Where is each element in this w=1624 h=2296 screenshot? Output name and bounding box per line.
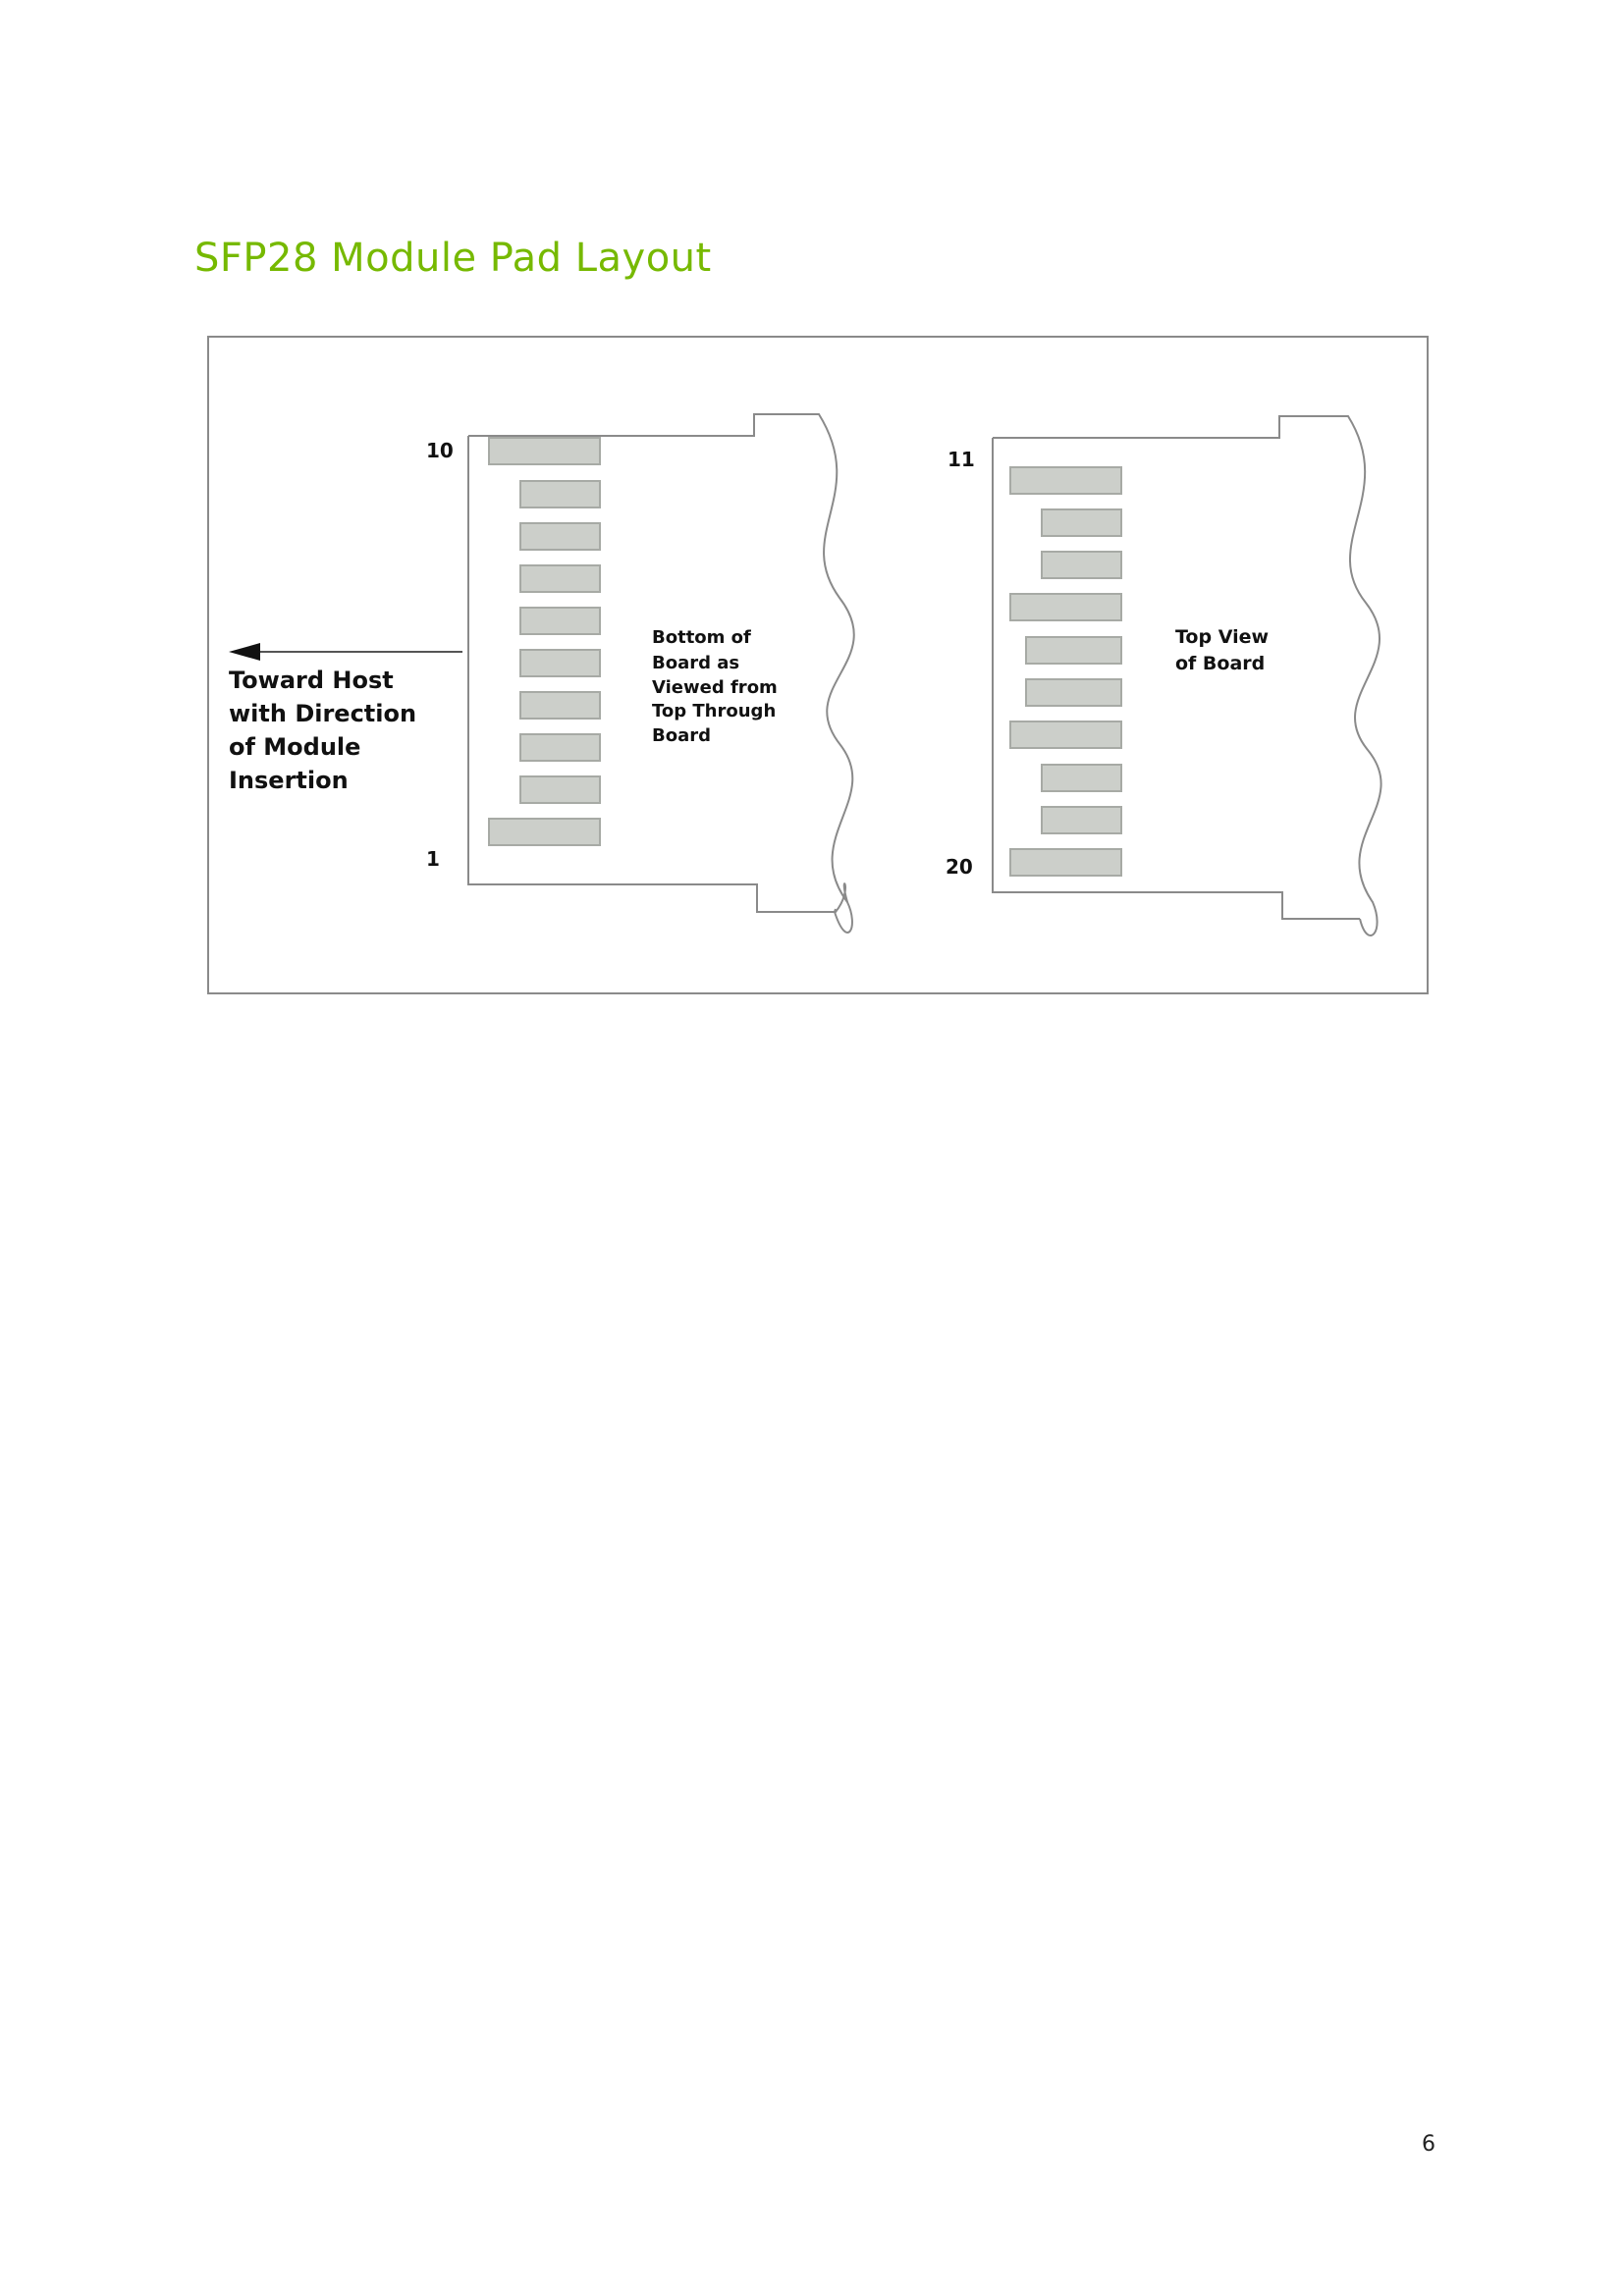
right-pad (1010, 721, 1121, 748)
pin-label-10: 10 (426, 439, 454, 462)
pin-label-11: 11 (947, 448, 975, 471)
left-pad (520, 481, 600, 507)
right-pad (1042, 765, 1121, 791)
host-label-line: Toward Host (229, 667, 394, 694)
insertion-direction-arrow (229, 643, 462, 661)
right-pad (1042, 509, 1121, 536)
page-number: 6 (1422, 2132, 1435, 2157)
left-pad (489, 819, 600, 845)
right-pad (1010, 849, 1121, 876)
right-pad (1026, 679, 1121, 706)
top-label-line: Top View (1175, 626, 1270, 648)
right-pad (1042, 807, 1121, 833)
left-pad (520, 692, 600, 719)
bottom-of-board-label (652, 627, 778, 746)
bottom-label-line: Bottom of (652, 627, 751, 648)
bottom-label-line: Board (652, 725, 711, 746)
host-label-line: of Module (229, 733, 361, 761)
left-pad (520, 523, 600, 550)
pad-layout-diagram (209, 338, 1427, 992)
top-label-line: of Board (1175, 653, 1266, 674)
right-pad (1010, 467, 1121, 494)
right-pad (1042, 552, 1121, 578)
left-pad (520, 650, 600, 676)
bottom-label-line: Top Through (652, 701, 777, 721)
page-title: SFP28 Module Pad Layout (194, 236, 712, 281)
bottom-label-line: Viewed from (652, 677, 778, 698)
left-pad (520, 608, 600, 634)
host-label-line: Insertion (229, 767, 349, 794)
host-label-line: with Direction (229, 700, 417, 727)
pad-layout-figure (207, 336, 1429, 994)
right-pad (1026, 637, 1121, 664)
right-pad-row (1010, 467, 1121, 876)
top-view-label (1175, 626, 1269, 674)
left-pad (520, 565, 600, 592)
left-pad (520, 776, 600, 803)
toward-host-label (229, 667, 416, 794)
right-pad (1010, 594, 1121, 620)
left-pad (489, 438, 600, 464)
pin-label-20: 20 (946, 855, 973, 879)
left-pad-row (489, 438, 600, 845)
bottom-label-line: Board as (652, 653, 740, 673)
left-pad (520, 734, 600, 761)
pin-label-1: 1 (426, 847, 440, 871)
